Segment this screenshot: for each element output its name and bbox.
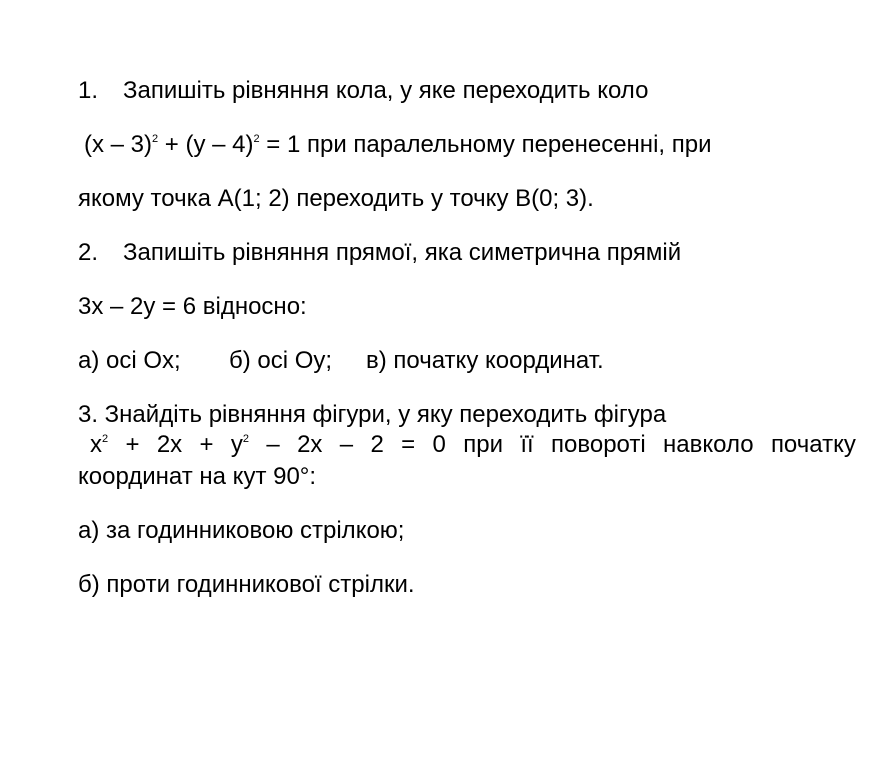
task3-eq-token: навколо <box>663 431 754 458</box>
task2-option-b: б) осі Oy; <box>229 347 333 374</box>
task1-line1 <box>78 77 648 105</box>
task1-number: 1. <box>78 77 99 104</box>
task1-eq-part1: (x – 3) <box>84 131 153 158</box>
task3-eq-token: $x^2$ <box>90 431 109 458</box>
task3-option-b: б) проти годинникової стрілки. <box>78 571 415 598</box>
task3-eq-token: + <box>199 431 214 458</box>
task2-option-c: в) початку координат. <box>366 347 604 374</box>
task3-eq-token: її <box>520 431 534 458</box>
task3-option-a: а) за годинниковою стрілкою; <box>78 517 405 544</box>
task3-line3: координат на кут 90°: <box>78 463 317 490</box>
task3-eq-token: – <box>266 431 280 458</box>
task1-eq-sup1: 2 <box>152 133 159 145</box>
task3-line1: 3. Знайдіть рівняння фігури, у яку переходить фігура <box>78 401 667 428</box>
task1-eq-part3: = 1 при паралельному перенесенні, при <box>259 131 712 158</box>
task3-eq-token: початку <box>770 431 856 458</box>
task3-eq-token: 0 <box>432 431 446 458</box>
task3-eq-token: $y^2$ <box>230 431 250 458</box>
task1-eq-sup2: 2 <box>253 133 260 145</box>
task2-line1 <box>78 239 681 267</box>
task2-line2: 3x – 2y = 6 відносно: <box>78 293 307 320</box>
task3-eq-token: повороті <box>551 431 646 458</box>
task2-option-a: а) осі Ox; <box>78 347 181 374</box>
task3-eq-token: при <box>463 431 503 458</box>
task1-title: Запишіть рівняння кола, у яке переходить коло <box>123 77 649 104</box>
task1-eq-part2: + (y – 4) <box>158 131 254 158</box>
task1-equation-line <box>84 131 711 159</box>
task1-line3: якому точка A(1; 2) переходить у точку B(0; 3). <box>78 185 594 212</box>
task3-eq-token: + <box>125 431 140 458</box>
task2-title: Запишіть рівняння прямої, яка симетрична прямій <box>123 239 682 266</box>
task2-number: 2. <box>78 239 99 266</box>
task3-eq-token: 2x <box>156 431 183 458</box>
task3-eq-token: 2 <box>370 431 384 458</box>
task3-eq-token: – <box>339 431 354 458</box>
task3-eq-token: 2x <box>297 431 323 458</box>
task3-eq-token: = <box>401 431 416 458</box>
task3-equation-line <box>78 431 856 459</box>
